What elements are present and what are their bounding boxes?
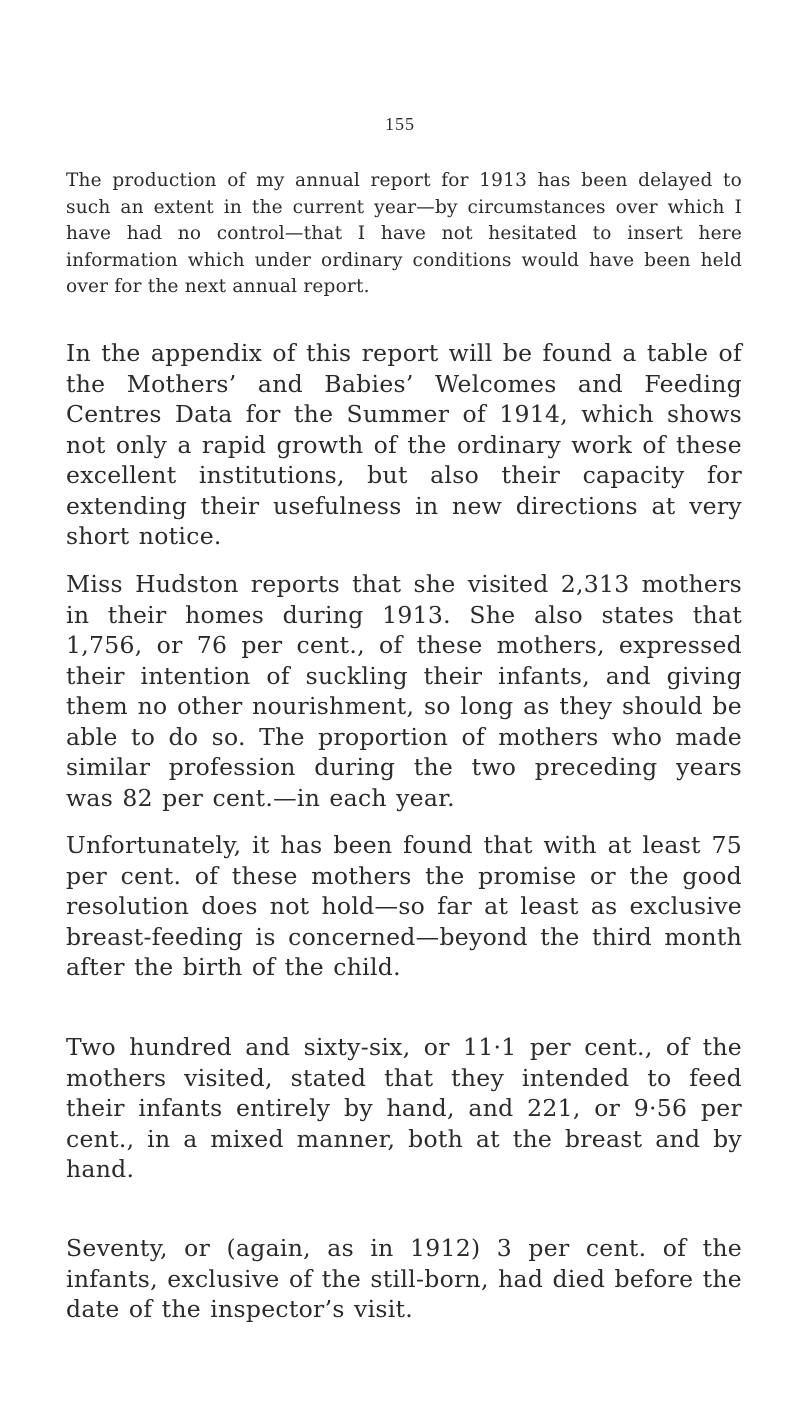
paragraph-hudston-visits: Miss Hudston reports that she visited 2,313 mothers in their homes during 1913. She also states that 1,756, or 76 per cent., of these mothers, expressed their intention of suckling their infants, and giving them no other nourishment, so long as they should be able to do so. The proportion of mothers who made similar profession during the two preceding years was 82 per cent.—in each year. xyxy=(66,570,742,812)
paragraph-breast-feeding-promise: Unfortunately, it has been found that with at least 75 per cent. of these mothers the promise or the good resolution does not hold—so far at least as exclusive breast-feeding is concerned—beyond the third month after the birth of the child. xyxy=(66,831,742,981)
paragraph-hand-feeding: Two hundred and sixty-six, or 11·1 per cent., of the mothers visited, stated that they intended to feed their infants entirely by hand, and 221, or 9·56 per cent., in a mixed manner, both at the breast and by hand. xyxy=(66,1033,742,1183)
paragraph-appendix-table: In the appendix of this report will be found a table of the Mothers’ and Babies’ Welcomes and Feeding Centres Data for the Summer of 1914, which shows not only a rapid growth of the ordinary work of these excellent institutions, but also their capacity for extending their usefulness in new directions at very short notice. xyxy=(66,339,742,550)
page-number: 155 xyxy=(385,114,415,134)
paragraph-report-delay: The production of my annual report for 1913 has been delayed to such an extent in the current year—by circumstances over which I have had no control—that I have not hesitated to insert here information which under ordinary conditions would have been held over for the next annual report. xyxy=(66,170,742,297)
paragraph-infant-deaths: Seventy, or (again, as in 1912) 3 per cent. of the infants, exclusive of the still-born, had died before the date of the inspector’s visit. xyxy=(66,1234,742,1323)
